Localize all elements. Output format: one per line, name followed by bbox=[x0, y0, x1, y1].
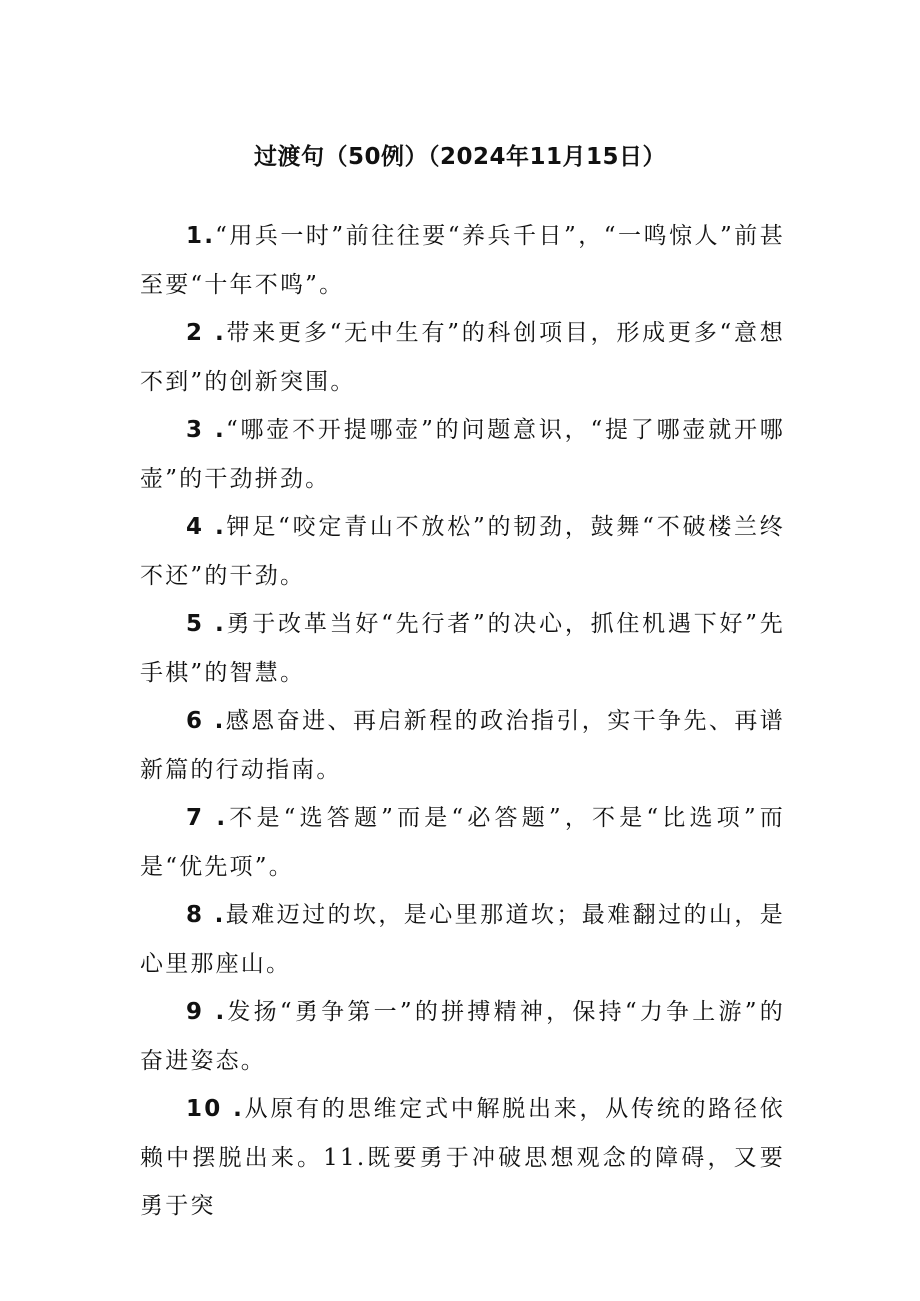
list-item bbox=[140, 891, 785, 988]
item-number: 10 . bbox=[186, 1096, 245, 1122]
item-number: 2 . bbox=[186, 320, 226, 346]
item-number: 4 . bbox=[186, 514, 226, 540]
item-text: 发扬“勇争第一”的拼搏精神，保持“力争上游”的奋进姿态。 bbox=[140, 999, 785, 1074]
item-text: 从原有的思维定式中解脱出来，从传统的路径依赖中摆脱出来。11.既要勇于冲破思想观念的障碍，又要勇于突 bbox=[140, 1096, 785, 1219]
item-text: 不是“选答题”而是“必答题”，不是“比选项”而是“优先项”。 bbox=[140, 805, 785, 880]
item-number: 8 . bbox=[186, 902, 226, 928]
list-item bbox=[140, 1085, 785, 1231]
item-text: “哪壶不开提哪壶”的问题意识，“提了哪壶就开哪壶”的干劲拼劲。 bbox=[140, 417, 785, 492]
document-title: 过渡句（50例）（2024年11月15日） bbox=[253, 144, 667, 170]
list-item bbox=[140, 988, 785, 1085]
item-text: 最难迈过的坎，是心里那道坎；最难翻过的山，是心里那座山。 bbox=[140, 902, 785, 977]
item-number: 7 . bbox=[186, 805, 228, 831]
list-item bbox=[140, 794, 785, 891]
item-number: 3 . bbox=[186, 417, 226, 443]
item-text: 带来更多“无中生有”的科创项目，形成更多“意想不到”的创新突围。 bbox=[140, 320, 785, 395]
item-number: 9 . bbox=[186, 999, 227, 1025]
item-text: “用兵一时”前往往要“养兵千日”，“一鸣惊人”前甚至要“十年不鸣”。 bbox=[140, 223, 785, 298]
item-text: 钾足“咬定青山不放松”的韧劲，鼓舞“不破楼兰终不还”的干劲。 bbox=[140, 514, 785, 589]
list-item bbox=[140, 309, 785, 406]
list-item bbox=[140, 503, 785, 600]
item-number: 5 . bbox=[186, 611, 226, 637]
list-item bbox=[140, 600, 785, 697]
item-number: 1. bbox=[186, 223, 216, 249]
item-number: 6 . bbox=[186, 708, 226, 734]
document-body bbox=[140, 212, 785, 1231]
list-item bbox=[140, 212, 785, 309]
list-item bbox=[140, 406, 785, 503]
list-item bbox=[140, 697, 785, 794]
item-text: 感恩奋进、再启新程的政治指引，实干争先、再谱新篇的行动指南。 bbox=[140, 708, 785, 783]
item-text: 勇于改革当好“先行者”的决心，抓住机遇下好”先手棋”的智慧。 bbox=[140, 611, 785, 686]
